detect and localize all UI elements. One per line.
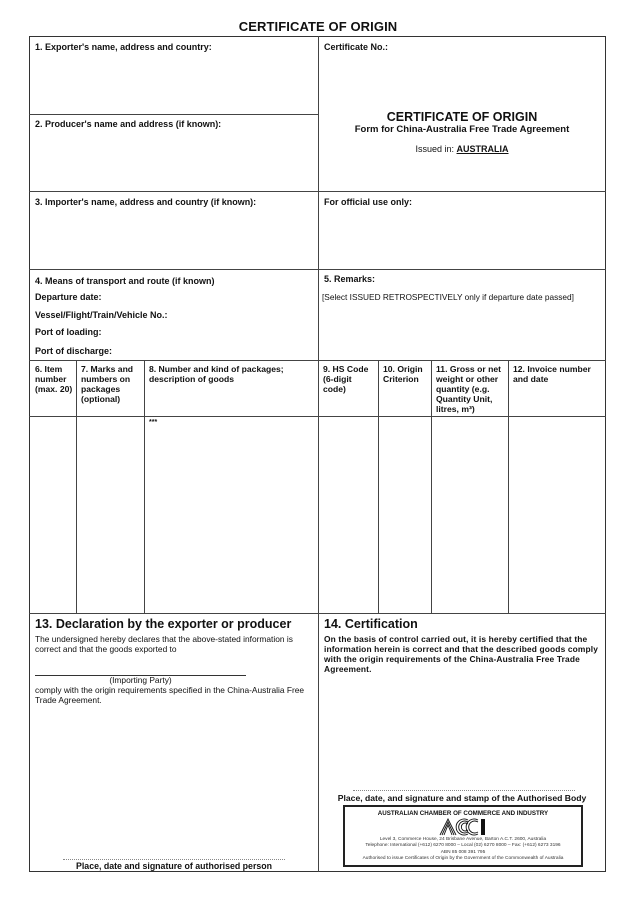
certificate-no-label: Certificate No.: <box>324 42 389 52</box>
official-use-field[interactable] <box>324 197 599 265</box>
importer-label: 3. Importer's name, address and country (if known): <box>35 197 257 207</box>
table-cell-item-number[interactable] <box>30 418 75 612</box>
document-title: CERTIFICATE OF ORIGIN <box>238 19 398 34</box>
divider <box>144 360 145 613</box>
acci-telephone: Telephone: International (+612) 6270 8000 – Local (02) 6270 8000 – Fax: (+612) 6273 3196 <box>365 843 561 849</box>
table-cell-origin-criterion[interactable] <box>379 418 430 612</box>
table-cell-description[interactable]: *** <box>149 419 158 426</box>
producer-field[interactable] <box>35 119 315 187</box>
certification-text: On the basis of control carried out, it is hereby certified that the information herein is correct and that the described goods comply with the origin requirements of the China-Australia Free Trade Agreement. <box>324 634 599 674</box>
exporter-label: 1. Exporter's name, address and country: <box>35 42 212 52</box>
table-cell-marks[interactable] <box>77 418 143 612</box>
acci-abn: ABN 85 008 391 795 <box>440 849 486 855</box>
table-cell-weight[interactable] <box>432 418 507 612</box>
col-header-marks: 7. Marks and numbers on packages (optional) <box>81 364 134 404</box>
departure-date-field[interactable]: Departure date: <box>35 292 102 302</box>
importing-party-label: (Importing Party) <box>109 675 172 685</box>
importer-field[interactable] <box>35 197 315 265</box>
divider <box>29 191 606 192</box>
form-subtitle: Form for China-Australia Free Trade Agreement <box>354 124 570 135</box>
col-header-item-number: 6. Item number (max. 20) <box>35 364 73 394</box>
table-cell-invoice[interactable] <box>509 418 605 612</box>
remarks-field[interactable]: [Select ISSUED RETROSPECTIVELY only if departure date passed] <box>322 292 574 302</box>
declaration-signature-line[interactable] <box>63 859 285 860</box>
port-discharge-field[interactable]: Port of discharge: <box>35 346 113 356</box>
certification-signature-label: Place, date, and signature and stamp of the Authorised Body <box>337 793 587 803</box>
col-header-origin-criterion: 10. Origin Criterion <box>383 364 423 384</box>
certification-title: 14. Certification <box>324 617 418 631</box>
acci-logo-icon <box>345 817 581 837</box>
exporter-field[interactable] <box>35 42 315 110</box>
col-header-hs-code: 9. HS Code (6-digit code) <box>323 364 369 394</box>
col-header-weight: 11. Gross or net weight or other quantity (e.g. Quantity Unit, litres, m³) <box>436 364 501 414</box>
declaration-text-2: comply with the origin requirements specified in the China-Australia Free Trade Agreement. <box>35 685 305 705</box>
divider <box>318 36 319 360</box>
acci-authorisation: Authorised to issue Certificates of Origin by the Government of the Commonwealth of Australia <box>362 856 564 862</box>
official-use-label: For official use only: <box>324 197 413 207</box>
issued-in-value: AUSTRALIA <box>456 144 509 154</box>
table-cell-hs-code[interactable] <box>319 418 377 612</box>
declaration-title: 13. Declaration by the exporter or producer <box>35 617 292 631</box>
vessel-field[interactable]: Vessel/Flight/Train/Vehicle No.: <box>35 310 168 320</box>
divider <box>29 114 318 115</box>
divider <box>29 269 606 270</box>
issued-in-label: Issued in: <box>415 144 454 154</box>
certification-signature-line[interactable] <box>353 790 575 791</box>
producer-label: 2. Producer's name and address (if known): <box>35 119 222 129</box>
issued-in <box>318 144 606 154</box>
acci-name: AUSTRALIAN CHAMBER OF COMMERCE AND INDUSTRY <box>377 810 549 817</box>
acci-stamp <box>343 805 583 867</box>
col-header-description: 8. Number and kind of packages; description of goods <box>149 364 284 384</box>
port-loading-field[interactable]: Port of loading: <box>35 327 102 337</box>
acci-address: Level 3, Commerce House, 24 Brisbane Avenue, Barton A.C.T. 2600, Australia <box>379 837 547 842</box>
declaration-signature-label: Place, date and signature of authorised person <box>75 861 273 871</box>
declaration-text-1: The undersigned hereby declares that the above-stated information is correct and that the goods exported to <box>35 634 293 654</box>
transport-label: 4. Means of transport and route (if known) <box>35 276 215 286</box>
center-title: CERTIFICATE OF ORIGIN <box>386 110 538 124</box>
remarks-label: 5. Remarks: <box>324 274 376 284</box>
col-header-invoice: 12. Invoice number and date <box>513 364 591 384</box>
certificate-no-field[interactable] <box>324 42 599 92</box>
